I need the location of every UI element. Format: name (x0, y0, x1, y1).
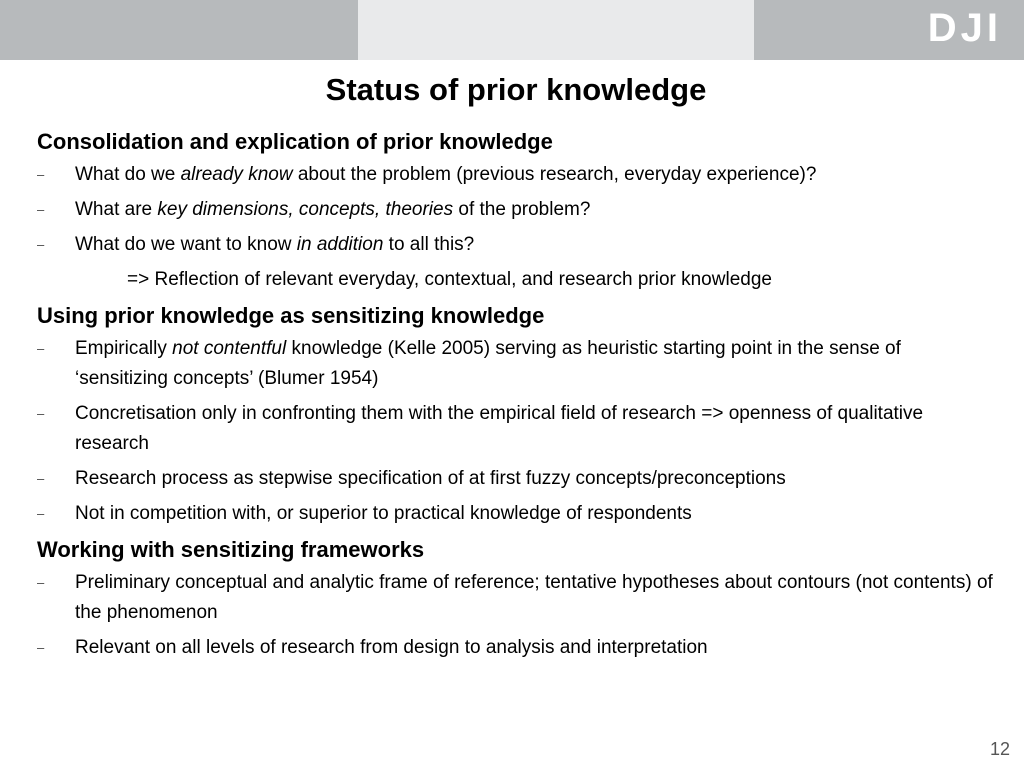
section-heading-frameworks: Working with sensitizing frameworks (37, 537, 425, 562)
slide-content (37, 126, 997, 668)
bullet-dash-icon: – (37, 202, 45, 217)
bullet-item: – Research process as stepwise specification of at first fuzzy concepts/preconceptions (37, 464, 997, 494)
header-bar-right (754, 0, 1024, 60)
header-bar-left (0, 0, 358, 60)
bullet-dash-icon: – (37, 506, 45, 521)
bullet-item: – What are key dimensions, concepts, theories of the problem? (37, 195, 997, 225)
bullet-dash-icon: – (37, 237, 45, 252)
bullet-dash-icon: – (37, 575, 45, 590)
header-bar-middle (358, 0, 754, 60)
bullet-item: – Relevant on all levels of research from design to analysis and interpretation (37, 633, 997, 663)
bullet-item: – What do we want to know in addition to all this? (37, 230, 997, 260)
bullet-dash-icon: – (37, 341, 45, 356)
page-number: 12 (989, 739, 1010, 759)
bullet-dash-icon: – (37, 406, 45, 421)
section-heading-sensitizing: Using prior knowledge as sensitizing knowledge (37, 303, 545, 328)
dji-logo: DJI (927, 6, 1002, 50)
bullet-item: – What do we already know about the problem (previous research, everyday experience)? (37, 160, 997, 190)
header-bar (0, 0, 1024, 60)
bullet-dash-icon: – (37, 640, 45, 655)
slide-title: Status of prior knowledge (325, 72, 707, 107)
bullet-item: – Not in competition with, or superior to practical knowledge of respondents (37, 499, 997, 529)
section-heading-consolidation: Consolidation and explication of prior knowledge (37, 129, 553, 154)
bullet-item: – Empirically not contentful knowledge (Kelle 2005) serving as heuristic starting point in the sense of ‘sensitizing concepts’ (Blumer 1954) (37, 334, 997, 394)
conclusion-line: => Reflection of relevant everyday, contextual, and research prior knowledge (127, 269, 772, 290)
bullet-item: – Preliminary conceptual and analytic frame of reference; tentative hypotheses about contours (not contents) of the phenomenon (37, 568, 997, 628)
bullet-dash-icon: – (37, 167, 45, 182)
bullet-item: – Concretisation only in confronting them with the empirical field of research => openness of qualitative research (37, 399, 997, 459)
bullet-dash-icon: – (37, 471, 45, 486)
